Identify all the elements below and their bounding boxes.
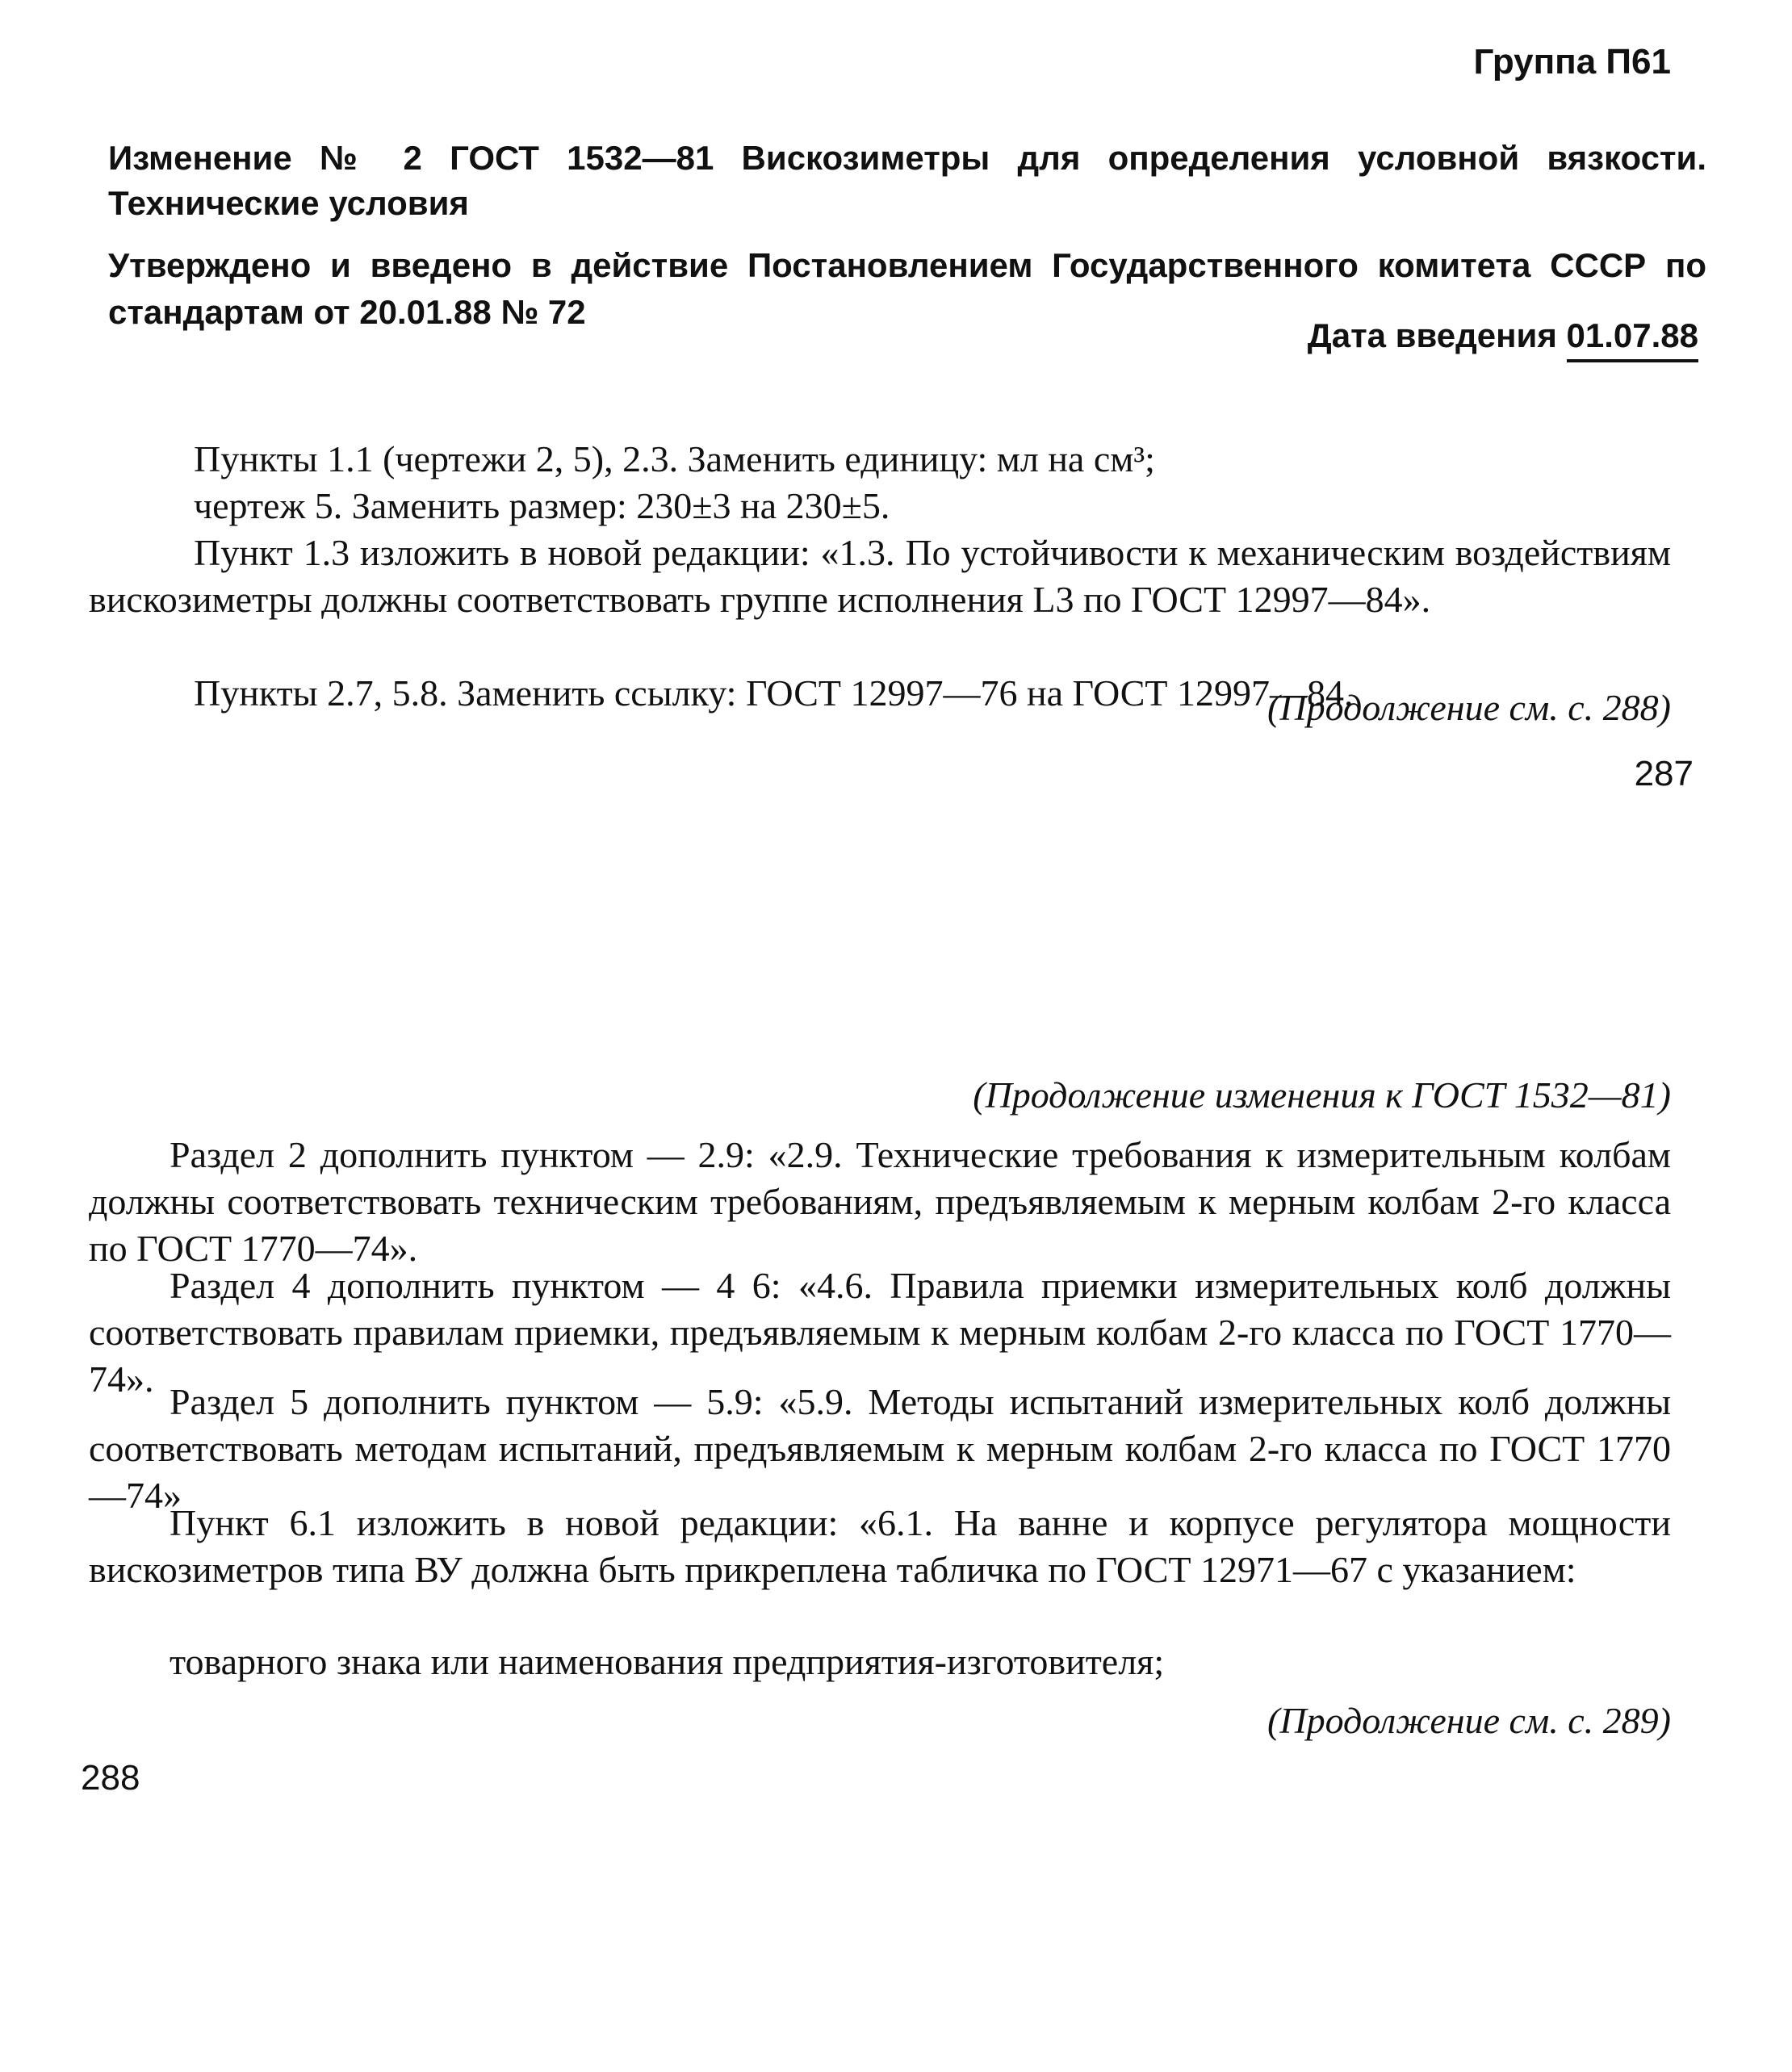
- paragraph-text: товарного знака или наименования предприятия-изготовителя;: [170, 1641, 1165, 1682]
- paragraph-text: Пункты 1.1 (чертежи 2, 5), 2.3. Заменить единицу: мл на см³;: [194, 438, 1155, 479]
- page-number: 288: [81, 1758, 140, 1798]
- approval-statement: Утверждено и введено в действие Постановлением Государственного комитета СССР по стандартам от 20.01.88 № 72: [108, 246, 1706, 331]
- paragraph: [89, 1500, 1671, 1593]
- paragraph-text: Пункт 1.3 изложить в новой редакции: «1.3. По устойчивости к механическим воздействиям вискозиметры должны соответствовать группе исполнения L3 по ГОСТ 12997—84».: [89, 532, 1671, 620]
- paragraph: [89, 436, 1671, 483]
- paragraph-text: Раздел 2 дополнить пунктом — 2.9: «2.9. Технические требования к измерительным колбам должны соответствовать техническим требованиям, предъявляемым к мерным колбам 2-го класса по ГОСТ 1770—74».: [89, 1134, 1671, 1269]
- paragraph: [89, 1132, 1671, 1272]
- paragraph-text: Раздел 4 дополнить пунктом — 4 6: «4.6. Правила приемки измерительных колб должны соответствовать правилам приемки, предъявляемым к мерным колбам 2-го класса по ГОСТ 1770—74».: [89, 1265, 1671, 1400]
- page-number: 287: [1634, 754, 1694, 793]
- paragraph: [89, 483, 1671, 530]
- document-title: Изменение № 2 ГОСТ 1532—81 Вискозиметры для определения условной вязкости. Технические условия: [108, 139, 1706, 222]
- introduction-date-value: 01.07.88: [1567, 316, 1699, 362]
- paragraph-text: Пункт 6.1 изложить в новой редакции: «6.1. На ванне и корпусе регулятора мощности вискозиметров типа ВУ должна быть прикреплена табличка по ГОСТ 12971—67 с указанием:: [89, 1502, 1671, 1590]
- paragraph-text: Раздел 5 дополнить пунктом — 5.9: «5.9. Методы испытаний измерительных колб должны соответствовать методам испытаний, предъявляемым к мерным колбам 2-го класса по ГОСТ 1770—74»: [89, 1381, 1671, 1516]
- continued-note: (Продолжение см. с. 289): [1267, 1700, 1671, 1741]
- paragraph-text: Пункты 2.7, 5.8. Заменить ссылку: ГОСТ 12997—76 на ГОСТ 12997—84.: [194, 672, 1354, 714]
- continuation-heading: (Продолжение изменения к ГОСТ 1532—81): [973, 1074, 1671, 1116]
- continued-note: (Продолжение см. с. 288): [1267, 687, 1671, 728]
- group-label: Группа П61: [1473, 42, 1671, 82]
- paragraph-text: чертеж 5. Заменить размер: 230±3 на 230±5.: [194, 485, 890, 526]
- paragraph: [89, 1379, 1671, 1519]
- paragraph: [89, 530, 1671, 623]
- introduction-date-label: Дата введения: [1307, 316, 1567, 354]
- introduction-date: [1308, 316, 1698, 355]
- paragraph: [89, 1639, 1671, 1685]
